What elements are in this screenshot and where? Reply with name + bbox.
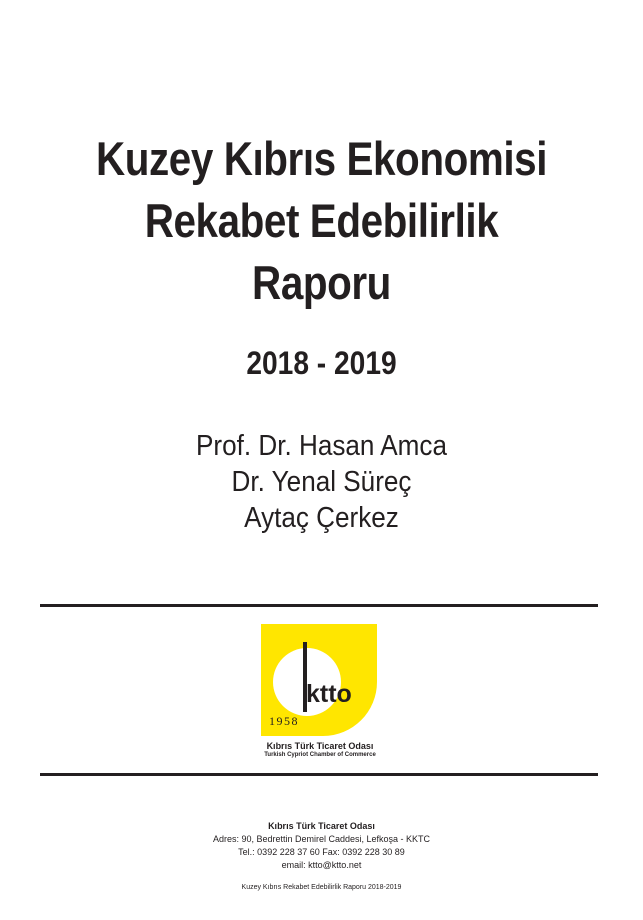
logo-name-tr: Kıbrıs Türk Ticaret Odası bbox=[266, 741, 374, 751]
logo-year: 1958 bbox=[269, 714, 299, 728]
divider-top bbox=[40, 604, 598, 607]
logo-caption bbox=[232, 741, 408, 759]
footer-phone: Tel.: 0392 228 37 60 Fax: 0392 228 30 89 bbox=[238, 847, 405, 857]
contact-footer bbox=[0, 820, 643, 872]
author-2: Dr. Yenal Süreç bbox=[231, 466, 412, 498]
report-years: 2018 - 2019 bbox=[246, 345, 397, 381]
author-1: Prof. Dr. Hasan Amca bbox=[196, 430, 447, 462]
ktto-logo bbox=[261, 624, 377, 736]
report-title bbox=[45, 128, 598, 314]
footer-email: email: ktto@ktto.net bbox=[281, 860, 362, 870]
author-3: Aytaç Çerkez bbox=[244, 502, 399, 534]
footer-org-name: Kıbrıs Türk Ticaret Odası bbox=[268, 821, 375, 831]
author-list bbox=[32, 428, 611, 536]
running-title: Kuzey Kıbrıs Rekabet Edebilirlik Raporu 2018-2019 bbox=[241, 884, 402, 891]
logo-wordmark: ktto bbox=[306, 680, 352, 708]
title-line-2: Rekabet Edebilirlik bbox=[144, 194, 499, 247]
title-line-1: Kuzey Kıbrıs Ekonomisi bbox=[96, 132, 547, 185]
title-line-3: Raporu bbox=[252, 256, 391, 309]
divider-bottom bbox=[40, 773, 598, 776]
footer-address: Adres: 90, Bedrettin Demirel Caddesi, Lefkoşa - KKTC bbox=[212, 834, 431, 844]
logo-name-en: Turkish Cypriot Chamber of Commerce bbox=[264, 752, 376, 758]
